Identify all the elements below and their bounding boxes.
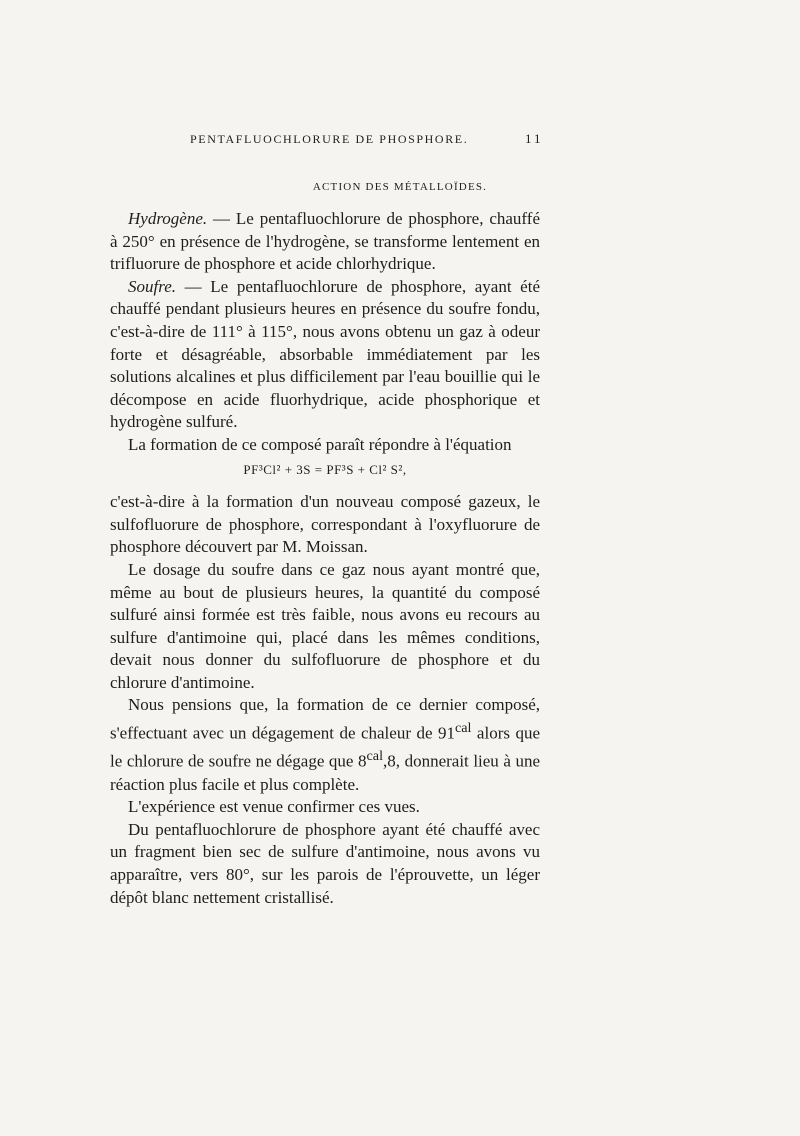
paragraph-formation: La formation de ce composé paraît répondre à l'équation — [128, 434, 512, 454]
paragraph-dosage: Le dosage du soufre dans ce gaz nous ayant montré que, même au bout de plusieurs heures, la quantité du composé sulfuré ainsi formée est très faible, nous avons eu recours au sulfure d'antimoine qui, placé dans les mêmes conditions, devait nous donner du sulfofluorure de phosphore et du chlorure d'antimoine. — [110, 559, 540, 692]
paragraph-lead: Soufre. — [128, 276, 177, 296]
paragraph-experience: L'expérience est venue confirmer ces vues. — [128, 797, 420, 817]
page-number: 11 — [525, 131, 544, 146]
section-heading: ACTION DES MÉTALLOÏDES. — [312, 181, 488, 193]
paragraph-hydrogene — [110, 208, 540, 276]
paragraph-chaleur — [110, 694, 540, 796]
superscript-unit: cal — [454, 720, 472, 737]
paragraph-lead: Hydrogène. — [128, 209, 208, 228]
paragraph-text: Nous pensions que, la formation de ce dernier composé, s'effectuant avec un dégagement de chaleur de 91 — [110, 695, 540, 743]
paragraph-text: — Le pentafluochlorure de phosphore, ayant été chauffé pendant plusieurs heures en présence du soufre fondu, c'est-à-dire de 111° à 115°, nous avons obtenu un gaz à odeur forte et désagréable, absorbable immédiatement par les solutions alcalines et plus difficilement par l'eau bouillie qui le décompose en acide fluorhydrique, acide phosphorique et hydrogène sulfuré. — [110, 276, 540, 432]
paragraph-soufre — [110, 276, 540, 434]
paragraph-text: ,8, donnerait lieu à une réaction plus facile et plus complète. — [110, 751, 540, 794]
running-head: PENTAFLUOCHLORURE DE PHOSPHORE. — [190, 132, 469, 146]
paragraph-text: alors que le chlorure de soufre ne dégage que 8 — [110, 723, 540, 771]
paragraph-text: — Le pentafluochlorure de phosphore, chauffé à 250° en présence de l'hydrogène, se transforme lentement en trifluorure de phosphore et acide chlorhydrique. — [110, 209, 540, 274]
chemical-equation: PF³Cl² + 3S = PF³S + Cl² S², — [243, 461, 407, 477]
paragraph-sulfofluorure: c'est-à-dire à la formation d'un nouveau composé gazeux, le sulfofluorure de phosphore, correspondant à l'oxyfluorure de phosphore découvert par M. Moissan. — [110, 492, 540, 557]
paragraph-antimoine: Du pentafluochlorure de phosphore ayant été chauffé avec un fragment bien sec de sulfure d'antimoine, nous avons vu apparaître, vers 80°, sur les parois de l'éprouvette, un léger dépôt blanc nettement cristallisé. — [110, 819, 540, 907]
superscript-unit: cal — [366, 748, 384, 765]
body-text — [110, 208, 540, 909]
